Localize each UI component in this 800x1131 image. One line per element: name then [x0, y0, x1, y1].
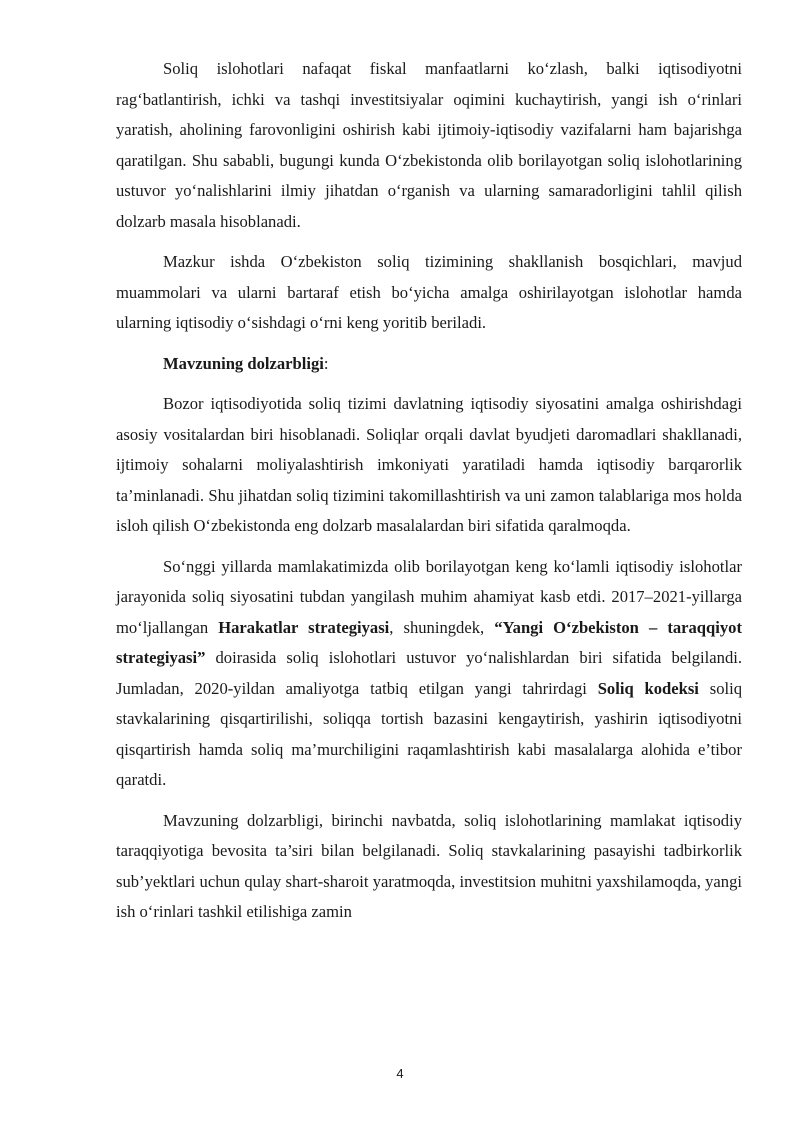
paragraph-impact: Mavzuning dolzarbligi, birinchi navbatda, soliq islohotlarining mamlakat iqtisodiy taraqqiyotiga bevosita ta’siri bilan belgilanadi. Soliq stavkalarining pasayishi tadbirkorlik sub’yektlari uchun qulay shart-sharoit yaratmoqda, investitsion muhitni yaxshilamoqda, yangi ish o‘rinlari tashkil etilishiga zamin [116, 810, 742, 921]
section-heading-text: Mavzuning dolzarbligi [163, 353, 324, 373]
new-uzbekistan-strategy-term: “Yangi O‘zbekiston – taraqqiyot strategiyasi” [116, 617, 742, 667]
page-number: 4 [396, 1066, 404, 1081]
section-heading [116, 349, 742, 380]
action-strategy-term: Harakatlar strategiyasi [218, 617, 390, 637]
paragraph-reforms-text-3: doirasida soliq islohotlari ustuvor yo‘nalishlardan biri sifatida belgilandi. Jumladan, 2020-yildan amaliyotga tatbiq etilgan yangi tahrirdagi [116, 648, 742, 698]
paragraph-intro: Soliq islohotlari nafaqat fiskal manfaatlarni ko‘zlash, balki iqtisodiyotni rag‘batlantirish, ichki va tashqi investitsiyalar oqimini kuchaytirish, yangi ish o‘rinlari yaratish, aholining farovonligini oshirish kabi ijtimoiy-iqtisodiy vazifalarni ham bajarishga qaratilgan. Shu sababli, bugungi kunda O‘zbekistonda olib borilayotgan soliq islohotlarining ustuvor yo‘nalishlarini ilmiy jihatdan o‘rganish va ularning samaradorligini tahlil qilish dolzarb masala hisoblanadi. [116, 59, 742, 231]
section-heading-colon: : [323, 353, 329, 373]
paragraph-relevance: Bozor iqtisodiyotida soliq tizimi davlatning iqtisodiy siyosatini amalga oshirishdagi asosiy vositalardan biri hisoblanadi. Soliqlar orqali davlat byudjeti daromadlari shakllanadi, ijtimoiy sohalarni moliyalashtirish imkoniyati yaratiladi hamda iqtisodiy barqarorlik ta’minlanadi. Shu jihatdan soliq tizimini takomillashtirish va uni zamon talablariga mos holda isloh qilish O‘zbekistonda eng dolzarb masalalardan biri sifatida qaralmoqda. [116, 394, 742, 535]
paragraph-reforms-text-1: So‘nggi yillarda mamlakatimizda olib borilayotgan keng ko‘lamli iqtisodiy islohotlar jarayonida soliq siyosatini tubdan yangilash muhim ahamiyat kasb etdi. 2017–2021-yillarga mo‘ljallangan [116, 556, 742, 637]
paragraph-scope: Mazkur ishda O‘zbekiston soliq tizimining shakllanish bosqichlari, mavjud muammolari va ularni bartaraf etish bo‘yicha amalga oshirilayotgan islohotlar hamda ularning iqtisodiy o‘sishdagi o‘rni keng yoritib beriladi. [116, 252, 742, 332]
tax-code-term: Soliq kodeksi [597, 678, 699, 698]
page-body [116, 54, 742, 928]
paragraph-reforms-text-4: soliq stavkalarining qisqartirilishi, soliqqa tortish bazasini kengaytirish, yashirin iqtisodiyotni qisqartirish hamda soliq ma’murchiligini raqamlashtirish kabi masalalarga alohida e’tibor qaratdi. [116, 678, 743, 789]
paragraph-reforms [116, 552, 742, 796]
paragraph-reforms-text-2: , shuningdek, [389, 617, 495, 637]
